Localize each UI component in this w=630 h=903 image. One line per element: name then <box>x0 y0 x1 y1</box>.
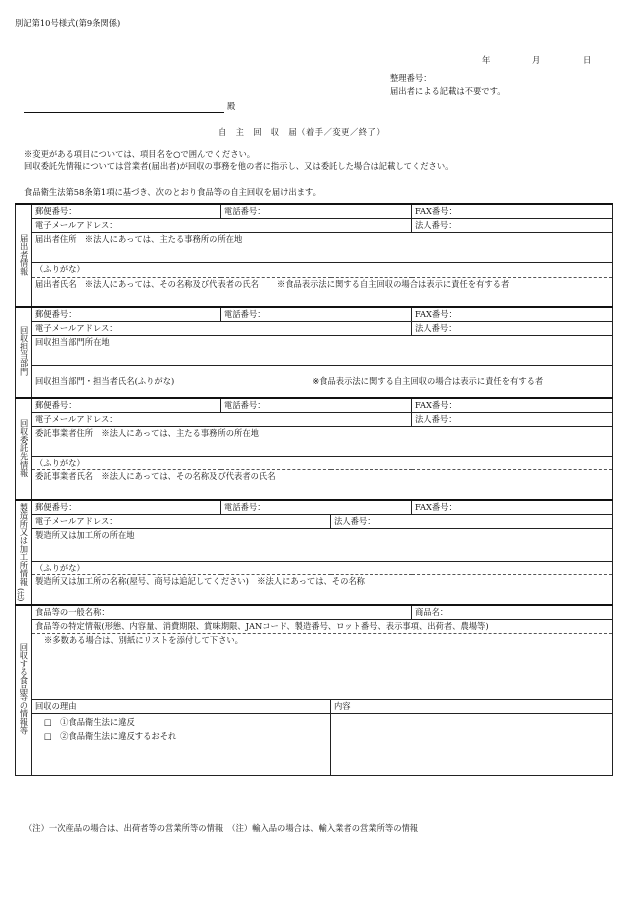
postal-label: 郵便番号： <box>35 502 77 512</box>
fax-label: FAX番号： <box>415 502 457 512</box>
factory-furigana-field[interactable] <box>32 561 613 574</box>
notifier-furigana-field[interactable] <box>32 262 613 277</box>
dept-name-field[interactable] <box>32 365 613 398</box>
change-note: ※変更がある項目については、項目名を○で囲んでください。 <box>24 149 256 159</box>
contractor-address-label: 委託事業者住所 ※法人にあっては、主たる事務所の所在地 <box>35 427 259 438</box>
contractor-name-label: 委託事業者氏名 ※法人にあっては、その名称及び代表者の氏名 <box>35 470 276 481</box>
contractor-note: 回収委託先情報については営業者(届出者)が回収の事務を他の者に指示し、又は委託した場合は記載してください。 <box>24 161 454 171</box>
product-name-field[interactable] <box>412 605 613 619</box>
contractor-phone-field[interactable] <box>221 398 412 412</box>
contractor-email-field[interactable] <box>32 412 412 426</box>
postal-label: 郵便番号： <box>35 309 77 319</box>
form-number: 別記第10号様式(第9条関係) <box>15 18 121 28</box>
furigana-label: （ふりがな） <box>35 562 85 573</box>
form-title: 自 主 回 収 届（着手／変更／終了） <box>218 127 386 137</box>
email-label: 電子メールアドレス： <box>35 219 118 230</box>
date-year-label: 年 <box>482 55 491 65</box>
multi-item-note: ※多数ある場合は、別紙にリストを添付して下さい。 <box>32 633 612 646</box>
notifier-address-label: 届出者住所 ※法人にあっては、主たる事務所の所在地 <box>35 233 243 244</box>
notifier-name-field[interactable] <box>32 277 613 306</box>
reason-options <box>32 713 331 775</box>
food-specific-info-field[interactable] <box>32 619 613 699</box>
email-label: 電子メールアドレス： <box>35 322 118 333</box>
factory-name-label: 製造所又は加工所の名称(屋号、商号は追記してください) ※法人にあっては、その名称 <box>35 575 365 586</box>
notifier-corp-number-field[interactable] <box>412 218 613 232</box>
food-general-name-field[interactable] <box>32 605 412 619</box>
furigana-label: （ふりがな） <box>35 457 85 468</box>
phone-label: 電話番号： <box>224 400 266 410</box>
food-side-text: 回収する食品等の情報等 <box>18 643 29 735</box>
corp-number-label: 法人番号： <box>415 413 457 424</box>
content-header <box>331 699 613 713</box>
factory-name-field[interactable] <box>32 574 613 605</box>
factory-side-text: 製造所又は加工所情報 <box>18 503 29 587</box>
content-header-label: 内容 <box>334 700 351 711</box>
furigana-label: （ふりがな） <box>35 263 85 274</box>
factory-email-field[interactable] <box>32 514 331 528</box>
notifier-phone-field[interactable] <box>221 204 412 218</box>
registration-note: 届出者による記載は不要です。 <box>390 86 506 96</box>
addressee-suffix: 殿 <box>227 101 236 111</box>
general-name-label: 食品等の一般名称： <box>35 607 110 617</box>
factory-fax-field[interactable] <box>412 500 613 514</box>
contractor-postal-field[interactable] <box>32 398 221 412</box>
factory-side-note: (注) <box>16 588 26 602</box>
dept-email-field[interactable] <box>32 321 412 335</box>
food-section-label <box>16 605 32 775</box>
phone-label: 電話番号： <box>224 502 266 512</box>
registration-number-label: 整理番号： <box>390 73 432 83</box>
dept-fax-field[interactable] <box>412 307 613 321</box>
dept-corp-number-field[interactable] <box>412 321 613 335</box>
fax-label: FAX番号： <box>415 400 457 410</box>
notifier-side-text: 届出者情報 <box>19 233 30 276</box>
date-day-label: 日 <box>583 55 592 65</box>
postal-label: 郵便番号： <box>35 400 77 410</box>
reason-option-violation[interactable]: □ ①食品衛生法に違反 <box>44 716 135 727</box>
factory-section-label <box>16 500 32 605</box>
contractor-fax-field[interactable] <box>412 398 613 412</box>
email-label: 電子メールアドレス： <box>35 413 118 424</box>
factory-corp-number-field[interactable] <box>331 514 613 528</box>
product-name-label: 商品名： <box>415 607 449 617</box>
dept-address-label: 回収担当部門所在地 <box>35 336 110 347</box>
reason-header <box>32 699 331 713</box>
notifier-name-note: ※食品表示法に関する自主回収の場合は表示に責任を有する者 <box>276 278 510 289</box>
addressee-line[interactable] <box>24 112 224 113</box>
notifier-email-field[interactable] <box>32 218 412 232</box>
contractor-furigana-field[interactable] <box>32 456 613 469</box>
factory-postal-field[interactable] <box>32 500 221 514</box>
specific-info-label: 食品等の特定情報(形態、内容量、消費期限、賞味期限、JANコード、製造番号、ロット番号、表示事項、出荷者、農場等) <box>35 620 489 631</box>
dept-address-field[interactable] <box>32 335 613 365</box>
postal-label: 郵便番号： <box>35 206 77 216</box>
reason-option-possible-violation[interactable]: □ ②食品衛生法に違反するおそれ <box>44 731 177 742</box>
notifier-name-label: 届出者氏名 ※法人にあっては、その名称及び代表者の氏名 <box>35 278 259 289</box>
dept-phone-field[interactable] <box>221 307 412 321</box>
notifier-fax-field[interactable] <box>412 204 613 218</box>
contractor-side-text: 回収委託先情報 <box>19 418 30 477</box>
notifier-address-field[interactable] <box>32 232 613 262</box>
dept-name-label: 回収担当部門・担当者氏名(ふりがな) <box>35 376 175 387</box>
contractor-name-field[interactable] <box>32 469 613 500</box>
date-month-label: 月 <box>532 55 541 65</box>
fax-label: FAX番号： <box>415 206 457 216</box>
contractor-corp-number-field[interactable] <box>412 412 613 426</box>
contractor-section-label <box>16 398 32 500</box>
footer-note: （注）一次産品の場合は、出荷者等の営業所等の情報 （注）輸入品の場合は、輸入業者の営業所等の情報 <box>24 823 419 833</box>
phone-label: 電話番号： <box>224 309 266 319</box>
notifier-section-label <box>16 204 32 307</box>
dept-side-text: 回収担当部門 <box>19 326 30 377</box>
corp-number-label: 法人番号： <box>415 322 457 333</box>
dept-postal-field[interactable] <box>32 307 221 321</box>
dept-section-label <box>16 307 32 398</box>
recall-form-table <box>15 203 613 776</box>
lead-statement: 食品衛生法第58条第1項に基づき、次のとおり食品等の自主回収を届け出ます。 <box>24 187 321 197</box>
contractor-address-field[interactable] <box>32 426 613 456</box>
notifier-postal-field[interactable] <box>32 204 221 218</box>
dept-name-note: ※食品表示法に関する自主回収の場合は表示に責任を有する者 <box>312 376 544 387</box>
email-label: 電子メールアドレス： <box>35 515 118 526</box>
factory-phone-field[interactable] <box>221 500 412 514</box>
content-field[interactable] <box>331 713 613 775</box>
corp-number-label: 法人番号： <box>334 515 376 526</box>
fax-label: FAX番号： <box>415 309 457 319</box>
factory-address-field[interactable] <box>32 528 613 561</box>
factory-address-label: 製造所又は加工所の所在地 <box>35 529 135 540</box>
phone-label: 電話番号： <box>224 206 266 216</box>
reason-header-label: 回収の理由 <box>35 700 77 711</box>
corp-number-label: 法人番号： <box>415 219 457 230</box>
